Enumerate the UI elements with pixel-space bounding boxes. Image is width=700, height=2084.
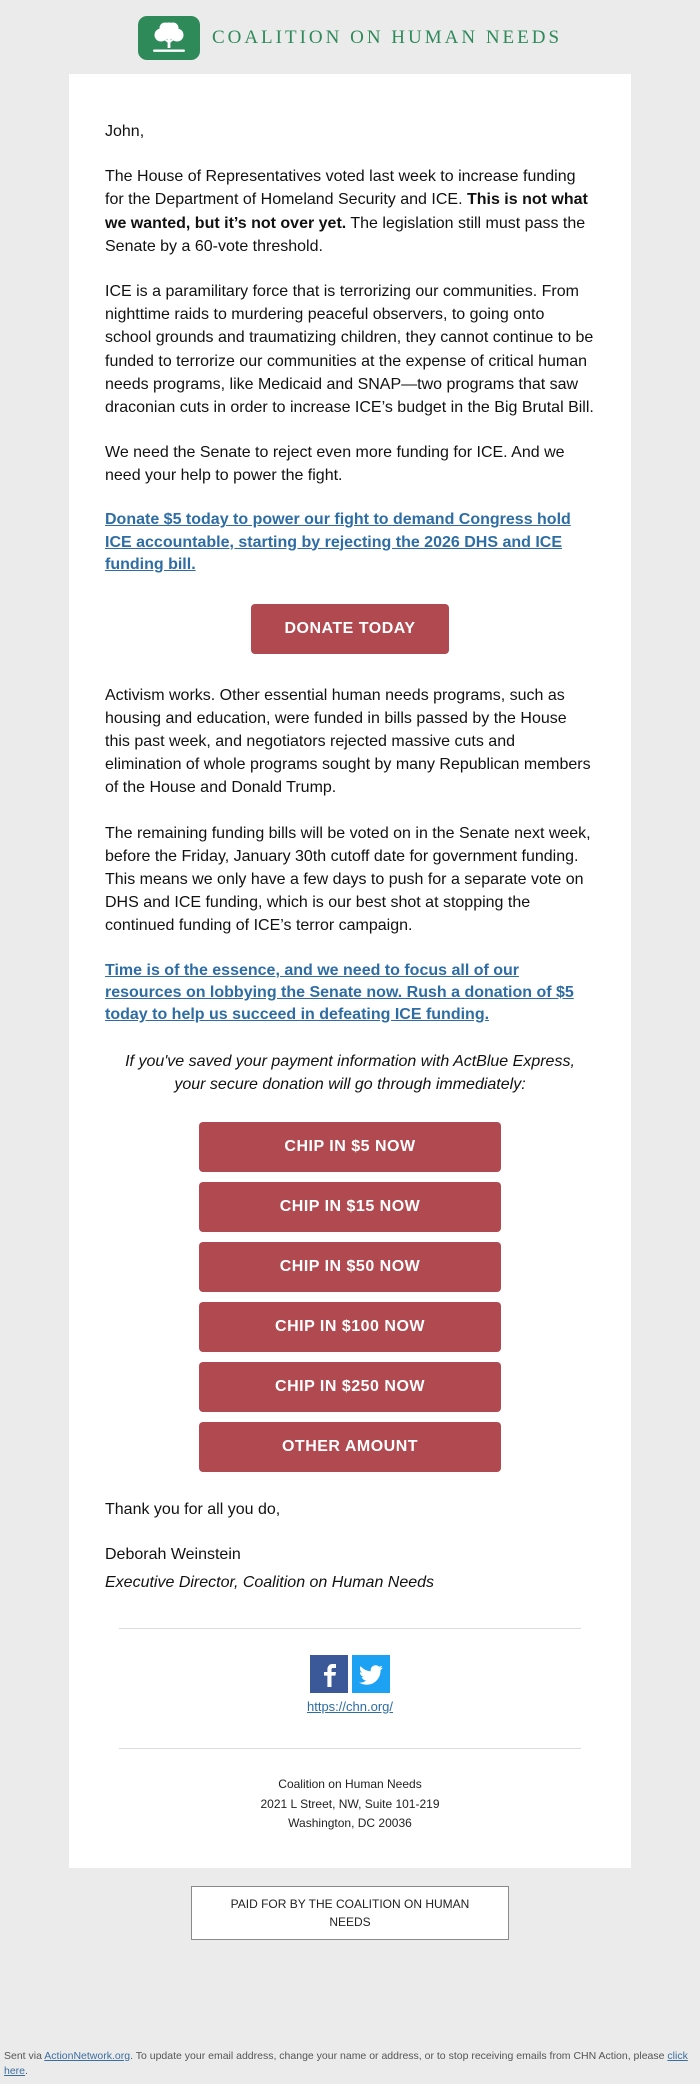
paragraph-senate-reject: We need the Senate to reject even more funding for ICE. And we need your help to power the fight.	[105, 444, 565, 485]
paragraph-activism-works: Activism works. Other essential human needs programs, such as housing and education, were funded in bills passed by the House this past week, and negotiators rejected massive cuts and elimination of whole programs sought by many Republican members of the House and Donald Trump.	[105, 686, 591, 797]
brand-name: COALITION ON HUMAN NEEDS	[211, 27, 563, 48]
tree-icon	[138, 16, 200, 60]
actblue-express-note: If you've saved your payment information with ActBlue Express, your secure donation will go through immediately:	[125, 1052, 575, 1093]
email-header	[0, 0, 700, 74]
chip-in-50-button[interactable]: CHIP IN $50 NOW	[199, 1242, 501, 1292]
signature-name: Deborah Weinstein	[105, 1546, 241, 1564]
footer-middle-text: . To update your email address, change your name or address, or to stop receiving emails from CHN Action, please	[130, 2049, 668, 2062]
greeting: John,	[105, 123, 145, 140]
action-network-link[interactable]: ActionNetwork.org	[44, 2049, 131, 2062]
paragraph-house-vote-tail: The legislation still must pass the Senate by a 60-vote threshold.	[105, 214, 586, 255]
paragraph-ice-description: ICE is a paramilitary force that is terrorizing our communities. From nighttime raids to murdering peaceful observers, to going onto school grounds and traumatizing children, they cannot continue to be funded to terrorize our communities at the expense of critical human needs programs, like Medicaid and SNAP—two programs that saw draconian cuts in order to increase ICE’s budget in the Big Brutal Bill.	[105, 282, 594, 416]
footer-fine-print	[4, 2049, 696, 2081]
footer-sent-via-text: Sent via	[4, 2049, 45, 2062]
address-street: 2021 L Street, NW, Suite 101-219	[260, 1796, 440, 1811]
paragraph-house-vote-text: The House of Representatives voted last week to increase funding for the Department of Homeland Security and ICE.	[105, 168, 576, 209]
twitter-icon[interactable]	[352, 1655, 390, 1693]
donate-link-1[interactable]: Donate $5 today to power our fight to demand Congress hold ICE accountable, starting by rejecting the 2026 DHS and ICE funding bill.	[105, 511, 571, 573]
click-here-link[interactable]: click here	[4, 2049, 688, 2078]
donate-link-2[interactable]: Time is of the essence, and we need to focus all of our resources on lobbying the Senate now. Rush a donation of $5 today to help us succeed in defeating ICE funding.	[105, 961, 574, 1023]
signature-title: Executive Director, Coalition on Human Needs	[105, 1573, 435, 1591]
closing-thanks: Thank you for all you do,	[105, 1501, 281, 1519]
chip-in-250-button[interactable]: CHIP IN $250 NOW	[199, 1362, 501, 1412]
paragraph-house-vote	[105, 165, 595, 258]
address-city: Washington, DC 20036	[288, 1816, 412, 1831]
paid-for-disclaimer: PAID FOR BY THE COALITION ON HUMAN NEEDS	[191, 1886, 509, 1940]
paragraph-house-vote-bold: This is not what we wanted, but it’s not over yet.	[105, 191, 588, 232]
website-link[interactable]: https://chn.org/	[307, 1698, 393, 1714]
address-org-name: Coalition on Human Needs	[278, 1776, 422, 1791]
chip-in-5-button[interactable]: CHIP IN $5 NOW	[199, 1122, 501, 1172]
paragraph-remaining-bills: The remaining funding bills will be voted on in the Senate next week, before the Friday, January 30th cutoff date for government funding. This means we only have a few days to push for a separate vote on DHS and ICE funding, which is our best shot at stopping the continued funding of ICE’s terror campaign.	[105, 824, 591, 935]
email-body-card	[69, 74, 631, 1868]
footer-suffix-text: .	[25, 2065, 28, 2078]
other-amount-button[interactable]: OTHER AMOUNT	[199, 1422, 501, 1472]
facebook-icon[interactable]	[310, 1655, 348, 1693]
chip-in-100-button[interactable]: CHIP IN $100 NOW	[199, 1302, 501, 1352]
divider-below-social	[119, 1748, 581, 1749]
organization-address	[105, 1775, 595, 1834]
donate-today-button[interactable]: DONATE TODAY	[251, 604, 449, 654]
divider-above-social	[119, 1628, 581, 1629]
chip-in-15-button[interactable]: CHIP IN $15 NOW	[199, 1182, 501, 1232]
social-links	[105, 1655, 595, 1693]
chip-in-button-group	[105, 1122, 595, 1472]
